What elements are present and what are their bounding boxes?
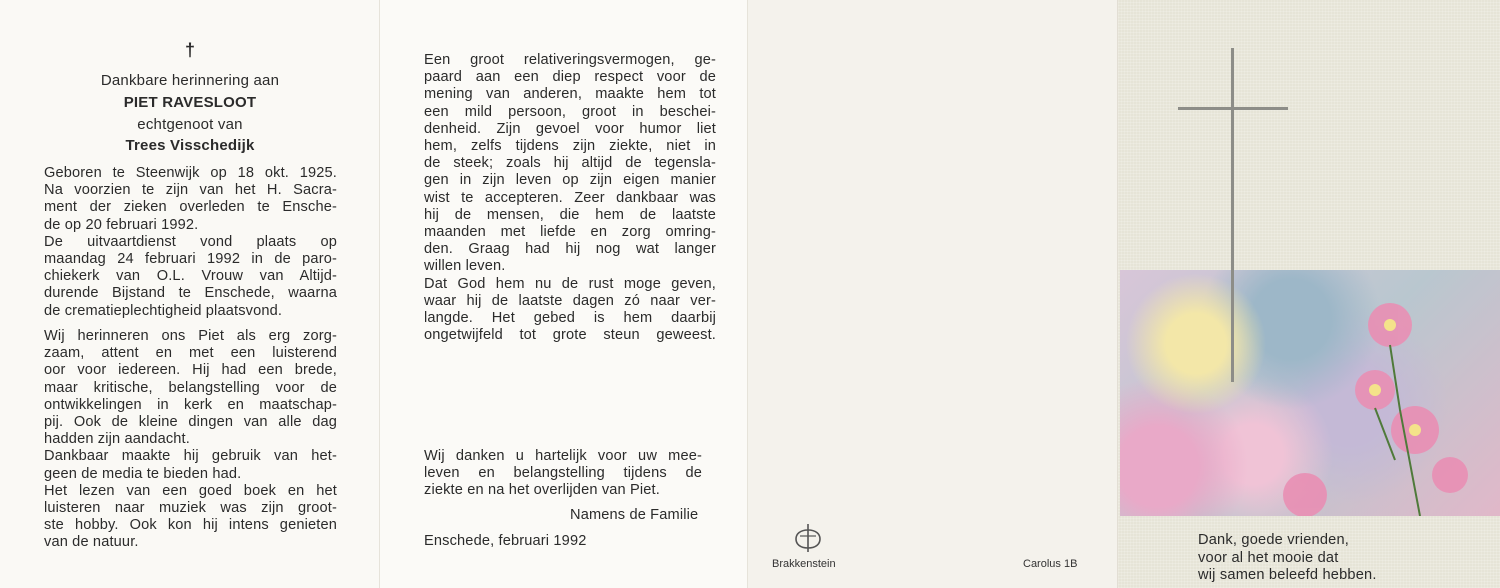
text-line: hem, zelfs tijdens zijn ziekte, niet in — [424, 138, 716, 155]
spouse-name: Trees Visschedijk — [125, 137, 255, 154]
text-line: Het lezen van een goed boek en het — [44, 482, 337, 499]
text-line: maanden met liefde en zorg omring- — [424, 224, 716, 241]
text-line: chiekerk van O.L. Vrouw van Altijd- — [44, 268, 337, 285]
text-line: maandag 24 februari 1992 in de paro- — [44, 251, 337, 268]
text-line: voor al het mooie dat — [1198, 549, 1339, 566]
character-paragraph — [424, 52, 716, 344]
text-line: ontwikkelingen in kerk en maatschap- — [44, 396, 337, 413]
text-line: Na voorzien te zijn van het H. Sacra- — [44, 182, 337, 199]
text-line: de op 20 februari 1992. — [44, 216, 199, 233]
text-line: Wij danken u hartelijk voor uw mee- — [424, 448, 702, 464]
publisher-name: Brakkenstein — [772, 558, 836, 570]
text-line: Geboren te Steenwijk op 18 okt. 1925. — [44, 165, 337, 181]
text-line: zaam, attent en met een luisterend — [44, 345, 337, 362]
flower-photo — [1120, 270, 1500, 516]
text-line: luisteren naar muziek was zijn groot- — [44, 500, 337, 517]
text-line: Wij herinneren ons Piet als erg zorg- — [44, 328, 337, 344]
text-line: gen in zijn leven op zijn eigen manier — [424, 172, 716, 189]
text-line: ziekte en na het overlijden van Piet. — [424, 482, 660, 499]
text-line: mening van anderen, maakte hem tot — [424, 86, 716, 103]
spouse-intro: echtgenoot van — [137, 116, 243, 133]
text-line: hadden zijn aandacht. — [44, 431, 190, 448]
text-line: Dankbaar maakte hij gebruik van het- — [44, 448, 337, 465]
text-line: willen leven. — [424, 258, 506, 275]
text-line: pij. Ook de kleine dingen van alle dag — [44, 414, 337, 431]
text-line: de steek; zoals hij altijd de tegensla- — [424, 155, 716, 172]
text-line: paard aan een diep respect voor de — [424, 69, 716, 86]
back-panel — [748, 0, 1118, 588]
text-line: wij samen beleefd hebben. — [1198, 567, 1377, 583]
text-line: van de natuur. — [44, 534, 139, 551]
text-line: ment der zieken overleden te Ensche- — [44, 199, 337, 216]
text-line: ongetwijfeld tot grote steun geweest. — [424, 327, 716, 344]
deceased-name: PIET RAVESLOOT — [123, 94, 257, 111]
text-line: den. Graag had hij nog wat langer — [424, 241, 716, 258]
text-line: waar hij de laatste dagen zó naar ver- — [424, 292, 716, 309]
text-line: De uitvaartdienst vond plaats op — [44, 233, 337, 250]
cross-vertical-icon — [1231, 48, 1234, 382]
text-line: leven en belangstelling tijdens de — [424, 465, 702, 482]
text-line: langde. Het gebed is hem daarbij — [424, 310, 716, 327]
text-line: Dat God hem nu de rust moge geven, — [424, 275, 716, 292]
signature: Namens de Familie — [570, 507, 699, 523]
publisher-logo-icon — [786, 522, 830, 554]
text-line: Dank, goede vrienden, — [1198, 532, 1350, 548]
intro-text: Dankbare herinnering aan — [100, 72, 280, 89]
flower-icon — [1120, 270, 1500, 516]
closing-verse — [1198, 532, 1377, 585]
text-line: hij de mensen, die hem de laatste — [424, 206, 716, 223]
text-line: Een groot relativeringsvermogen, ge- — [424, 52, 716, 68]
text-line: wist te accepteren. Zeer dankbaar was — [424, 189, 716, 206]
text-line: de crematieplechtigheid plaatsvond. — [44, 302, 283, 319]
text-line: durende Bijstand te Enschede, waarna — [44, 285, 337, 302]
text-line: oor voor iedereen. Hij had een brede, — [44, 362, 337, 379]
series-code: Carolus 1B — [1023, 558, 1078, 570]
memory-paragraph — [44, 328, 337, 552]
text-line: geen de media te bieden had. — [44, 465, 242, 482]
cross-icon: † — [184, 40, 195, 60]
place-date: Enschede, februari 1992 — [424, 533, 587, 549]
text-line: maar kritische, belangstelling voor de — [44, 379, 337, 396]
text-line: denheid. Zijn gevoel voor humor liet — [424, 120, 716, 137]
text-line: ste hobby. Ook kon hij intens genieten — [44, 517, 337, 534]
cross-horizontal-icon — [1178, 107, 1288, 110]
text-line: een mild persoon, groot in beschei- — [424, 103, 716, 120]
biography-paragraph — [44, 165, 337, 320]
thanks-paragraph — [424, 448, 702, 500]
